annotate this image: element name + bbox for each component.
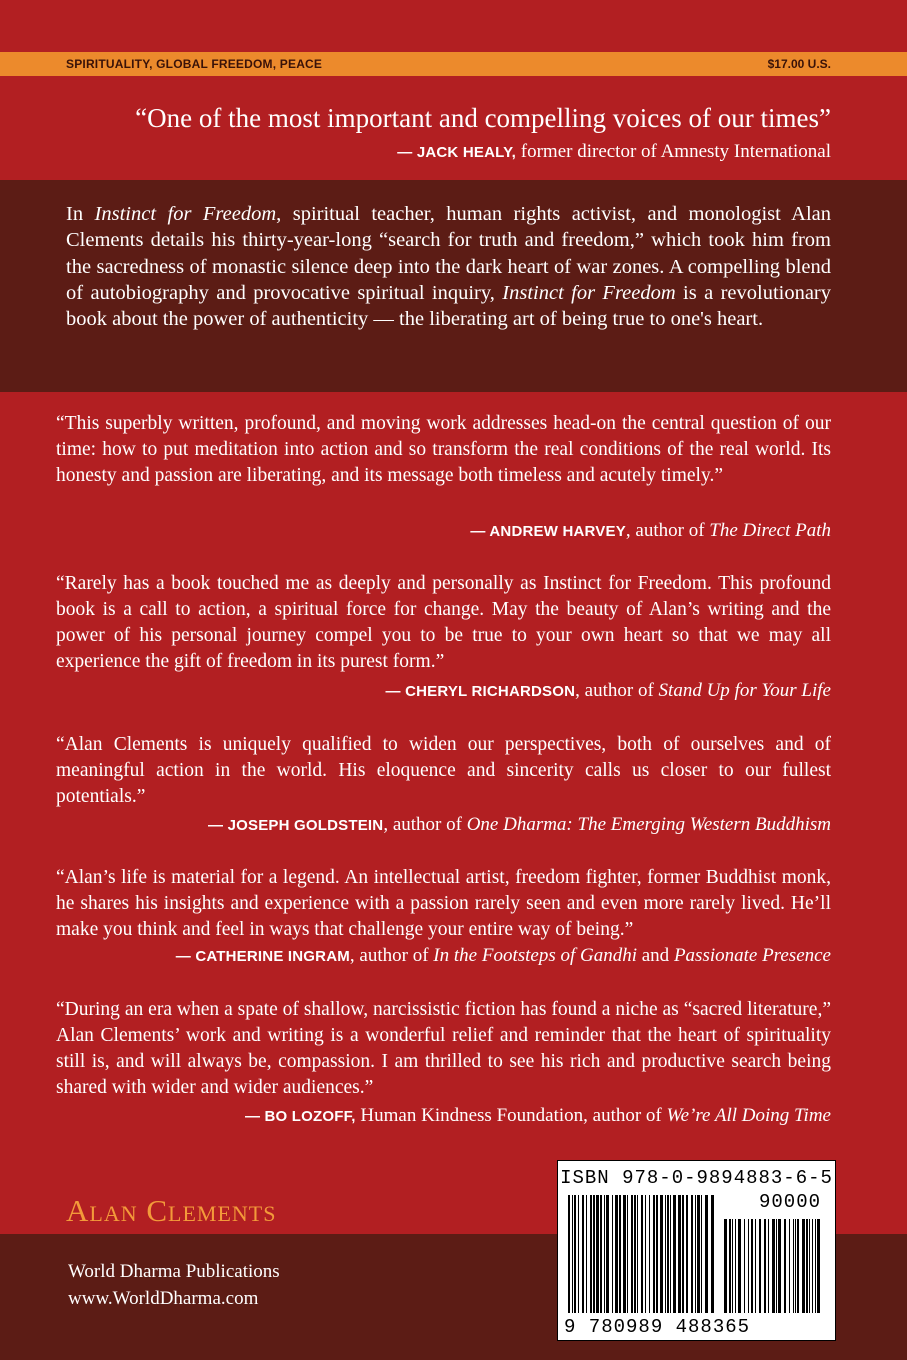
barcode-bar bbox=[641, 1195, 643, 1313]
endorsement-attribution bbox=[56, 680, 831, 702]
barcode-bar bbox=[729, 1219, 731, 1313]
endorsement-attribution bbox=[56, 814, 831, 836]
barcode-price-code: 90000 bbox=[758, 1191, 821, 1213]
attribution-dash: — bbox=[397, 144, 417, 161]
barcode-bar bbox=[735, 1219, 736, 1313]
desc-text: In bbox=[66, 203, 95, 225]
barcode-bar bbox=[764, 1219, 766, 1313]
barcode-bar bbox=[660, 1195, 663, 1313]
endorser-name: — JOSEPH GOLDSTEIN bbox=[208, 817, 384, 834]
barcode-bar bbox=[793, 1219, 794, 1313]
barcode-bar bbox=[705, 1195, 708, 1313]
author-name: Alan Clements bbox=[66, 1193, 277, 1228]
barcode-bar bbox=[817, 1219, 820, 1313]
barcode-bar bbox=[578, 1195, 579, 1313]
barcode-bar bbox=[627, 1195, 628, 1313]
barcode-bar bbox=[568, 1195, 570, 1313]
barcode-bar bbox=[572, 1195, 573, 1313]
barcode-bar bbox=[812, 1219, 813, 1313]
barcode bbox=[557, 1160, 836, 1341]
barcode-bar bbox=[596, 1195, 599, 1313]
barcode-bar bbox=[656, 1195, 658, 1313]
barcode-bar bbox=[593, 1195, 595, 1313]
endorsement-quote: “Alan Clements is uniquely qualified to widen our perspectives, both of ourselves and of meaningful action in the world. His eloquence and sincerity calls us closer to our fullest potentials.” bbox=[56, 734, 831, 807]
endorsement-attribution bbox=[56, 945, 831, 967]
endorser-role: , author of bbox=[383, 814, 467, 835]
barcode-bar bbox=[691, 1195, 693, 1313]
attribution-role: former director of Amnesty International bbox=[516, 141, 831, 162]
barcode-bar bbox=[701, 1195, 702, 1313]
barcode-bar bbox=[670, 1195, 671, 1313]
featured-quote-attribution bbox=[66, 141, 831, 163]
endorser-work: Stand Up for Your Life bbox=[658, 680, 831, 701]
publisher-info bbox=[68, 1258, 280, 1312]
barcode-bar bbox=[686, 1195, 688, 1313]
barcode-bar bbox=[590, 1195, 592, 1313]
barcode-bar bbox=[768, 1219, 769, 1313]
featured-quote: “One of the most important and compelling voices of our times” bbox=[135, 103, 831, 133]
endorser-name: — CHERYL RICHARDSON bbox=[385, 683, 576, 700]
endorser-role: , author of bbox=[349, 945, 434, 966]
barcode-bar bbox=[678, 1195, 681, 1313]
barcode-bar bbox=[615, 1195, 618, 1313]
endorsement-attribution bbox=[56, 520, 831, 542]
barcode-bar bbox=[789, 1219, 790, 1313]
barcode-bar bbox=[697, 1195, 700, 1313]
endorser-role: and bbox=[637, 945, 674, 966]
barcode-number: 9 780989 488365 bbox=[564, 1316, 751, 1338]
barcode-bar bbox=[732, 1219, 733, 1313]
endorsement-quote: “Alan’s life is material for a legend. An intellectual artist, freedom fighter, former Buddhist monk, he shares his insights and experience with a passion rarely seen and even more rarely lived. He’ll make you think and feel in ways that challenge your entire way of being.” bbox=[56, 867, 831, 940]
endorser-name: — CATHERINE INGRAM bbox=[175, 948, 350, 965]
barcode-bar bbox=[604, 1195, 605, 1313]
barcode-bar bbox=[711, 1195, 714, 1313]
barcode-bar bbox=[645, 1195, 646, 1313]
endorsement-attribution bbox=[56, 1105, 831, 1127]
attribution-name: JACK HEALY, bbox=[416, 144, 517, 161]
barcode-bar bbox=[802, 1219, 805, 1313]
barcode-bar bbox=[748, 1219, 749, 1313]
endorser-work: The Direct Path bbox=[709, 520, 831, 541]
barcode-bar bbox=[755, 1219, 756, 1313]
endorser-name: — BO LOZOFF, bbox=[244, 1108, 356, 1125]
barcode-bar bbox=[795, 1219, 796, 1313]
desc-book-title: Instinct for Freedom bbox=[502, 281, 676, 304]
endorsement-quote: “Rarely has a book touched me as deeply and personally as Instinct for Freedom. This profound book is a call to action, a spiritual force for change. May the beauty of Alan’s writing and the power of his personal journey compel you to be true to your own heart so that we may all experience the gift of freedom in its purest form.” bbox=[56, 573, 831, 672]
barcode-bar bbox=[606, 1195, 609, 1313]
barcode-bar bbox=[600, 1195, 602, 1313]
barcode-bar bbox=[582, 1195, 584, 1313]
barcode-bar bbox=[784, 1219, 786, 1313]
barcode-bar bbox=[619, 1195, 621, 1313]
barcode-bar bbox=[623, 1195, 626, 1313]
desc-text: is a revolutionary book about the power of authenticity — the liberating art of being true to one's heart. bbox=[66, 281, 832, 331]
barcode-bar bbox=[695, 1195, 696, 1313]
endorsement-quote: “During an era when a spate of shallow, narcissistic fiction has found a niche as “sacred literature,” Alan Clements’ work and writing is a wonderful relief and reminder that the heart of spirituality still is, and will always be, compassion. I am thrilled to see his rich and productive search being shared with wider and wider audiences.” bbox=[56, 999, 831, 1098]
endorsement-quote: “This superbly written, profound, and moving work addresses head-on the central question of our time: how to put meditation into action and so transform the real conditions of the real world. Its honesty and passion are liberating, and its message both timeless and acutely timely.” bbox=[56, 413, 831, 486]
endorser-work: We’re All Doing Time bbox=[666, 1105, 831, 1126]
barcode-bar bbox=[806, 1219, 808, 1313]
barcode-bar bbox=[637, 1195, 638, 1313]
barcode-bar bbox=[649, 1195, 650, 1313]
barcode-bar bbox=[612, 1195, 613, 1313]
endorser-work: In the Footsteps of Gandhi bbox=[433, 945, 637, 966]
barcode-bar bbox=[634, 1195, 636, 1313]
barcode-bar bbox=[815, 1219, 816, 1313]
endorser-role: , author of bbox=[575, 680, 659, 701]
price-label: $17.00 U.S. bbox=[767, 57, 831, 71]
endorser-work: Passionate Presence bbox=[673, 945, 831, 966]
barcode-bar bbox=[778, 1219, 781, 1313]
endorser-work: One Dharma: The Emerging Western Buddhism bbox=[466, 814, 831, 835]
barcode-bar bbox=[673, 1195, 676, 1313]
barcode-bar bbox=[759, 1219, 761, 1313]
barcode-bar bbox=[665, 1195, 666, 1313]
publisher-name: World Dharma Publications bbox=[68, 1261, 280, 1282]
endorser-role: , author of bbox=[625, 520, 710, 541]
publisher-url: www.WorldDharma.com bbox=[68, 1288, 259, 1309]
barcode-bar bbox=[797, 1219, 799, 1313]
desc-text: , spiritual teacher, human rights activist, and monologist Alan Clements details his thirty-year-long “search for truth and freedom,” which took him from the sacredness of monastic silence deep into the dark heart of war zones. A compelling blend of autobiography and provocative spiritual inquiry, bbox=[66, 203, 832, 304]
barcode-bar bbox=[667, 1195, 669, 1313]
barcode-bar bbox=[751, 1219, 753, 1313]
book-description bbox=[66, 201, 831, 332]
barcode-bar bbox=[738, 1219, 741, 1313]
category-label: SPIRITUALITY, GLOBAL FREEDOM, PEACE bbox=[66, 57, 323, 71]
desc-book-title: Instinct for Freedom bbox=[94, 203, 277, 225]
endorser-name: — ANDREW HARVEY bbox=[470, 523, 626, 540]
barcode-bar bbox=[586, 1195, 587, 1313]
barcode-bar bbox=[744, 1219, 745, 1313]
barcode-bar bbox=[724, 1219, 727, 1313]
endorser-role: Human Kindness Foundation, author of bbox=[355, 1105, 667, 1126]
isbn-label: ISBN 978-0-9894883-6-5 bbox=[560, 1167, 833, 1189]
barcode-bar bbox=[772, 1219, 775, 1313]
barcode-bar bbox=[574, 1195, 576, 1313]
barcode-bar bbox=[682, 1195, 684, 1313]
barcode-bar bbox=[809, 1219, 810, 1313]
barcode-bar bbox=[631, 1195, 633, 1313]
category-band bbox=[0, 52, 907, 76]
barcode-bar bbox=[776, 1219, 777, 1313]
barcode-bar bbox=[653, 1195, 655, 1313]
